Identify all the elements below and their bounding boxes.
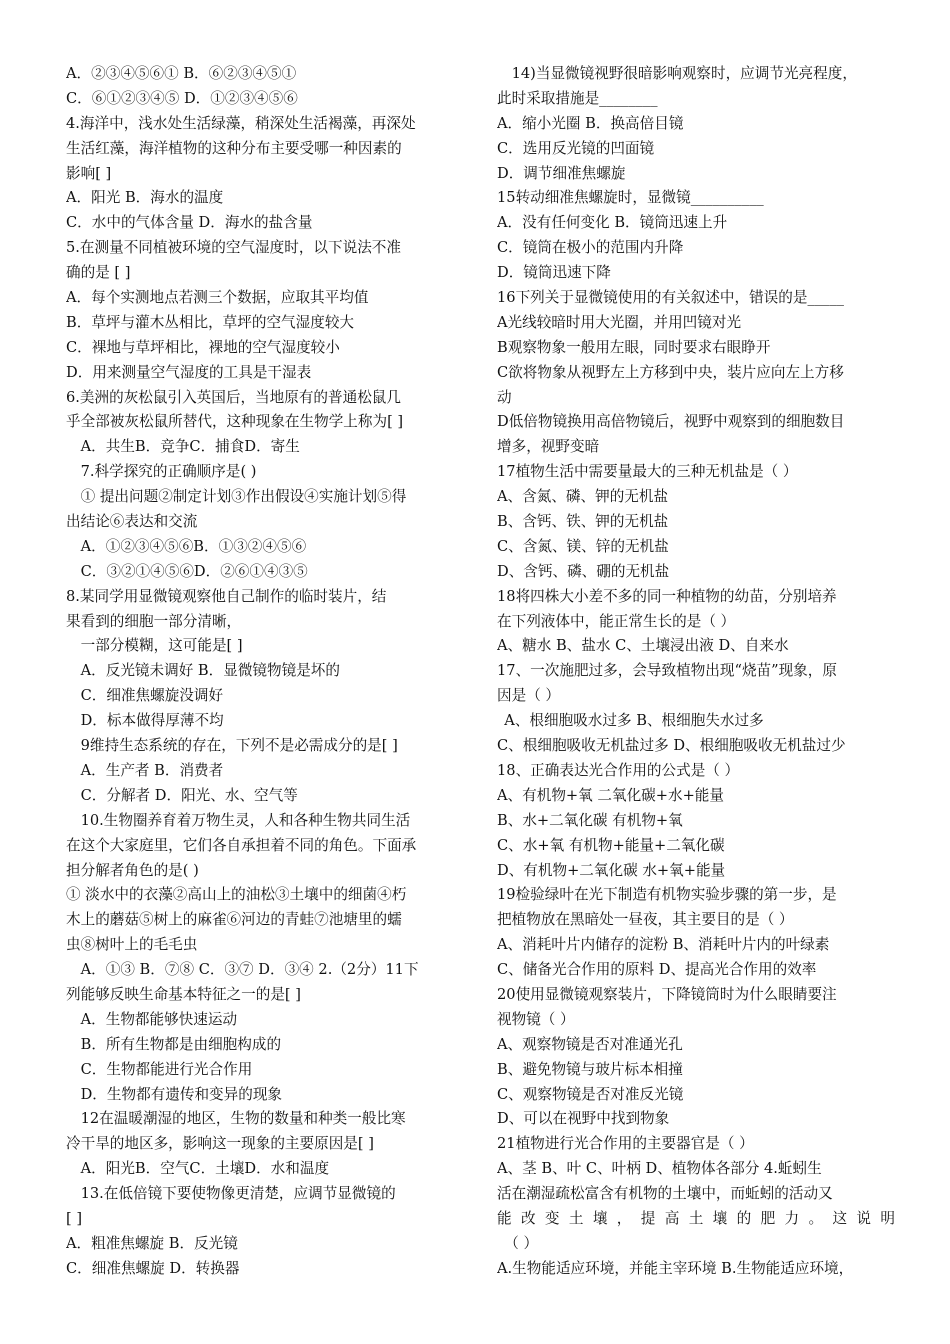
col-right-text-line: 16下列关于显微镜使用的有关叙述中，错误的是_____ bbox=[497, 289, 844, 307]
col-left-text-line: 影响[ ] bbox=[66, 164, 112, 182]
col-left-text-line: 出结论⑥表达和交流 bbox=[66, 513, 198, 531]
col-left-text-line: A．②③④⑤⑥① B．⑥②③④⑤① bbox=[66, 65, 297, 82]
col-right-text-line: A、茎 B、叶 C、叶柄 D、植物体各部分 4.蚯蚓生 bbox=[497, 1160, 822, 1178]
col-left-text-line: 10.生物圈养育着万物生灵，人和各种生物共同生活 bbox=[80, 811, 411, 829]
col-left-text-line: 4.海洋中，浅水处生活绿藻，稍深处生活褐藻，再深处 bbox=[66, 114, 416, 132]
col-left-text-line: A．共生B．竞争C．捕食D．寄生 bbox=[80, 438, 300, 456]
col-left-text-line: A．阳光 B．海水的温度 bbox=[66, 189, 224, 207]
col-left-text-line: 列能够反映生命基本特征之一的是[ ] bbox=[66, 985, 301, 1003]
col-right-text-line: B观察物象一般用左眼，同时要求右眼睁开 bbox=[497, 338, 771, 356]
col-right-text-line: A．没有任何变化 B．镜筒迅速上升 bbox=[497, 214, 728, 232]
col-right-text-line: 15转动细准焦螺旋时，显微镜__________ bbox=[497, 189, 764, 207]
col-right-text-line: 14)当显微镜视野很暗影响观察时，应调节光亮程度， bbox=[511, 65, 857, 82]
col-right-text-line: 因是（ ） bbox=[497, 687, 561, 705]
col-right-text-line: 增多，视野变暗 bbox=[497, 438, 600, 456]
col-right-text-line: 活在潮湿疏松富含有机物的土壤中，而蚯蚓的活动又 bbox=[497, 1185, 833, 1203]
col-left-text-line: 冷干旱的地区多，影响这一现象的主要原因是[ ] bbox=[66, 1135, 374, 1153]
col-left-text-line: 生活红藻，海洋植物的这种分布主要受哪一种因素的 bbox=[66, 139, 402, 157]
col-right-text-line: C、根细胞吸收无机盐过多 D、根细胞吸收无机盐过少 bbox=[497, 737, 846, 755]
col-left-text-line: A．生物都能够快速运动 bbox=[80, 1010, 238, 1028]
col-left-text-line: 木上的蘑菇⑤树上的麻雀⑥河边的青蛙⑦池塘里的蠕 bbox=[66, 911, 402, 929]
col-right-text-line: C、水+氧 有机物+能量+二氧化碳 bbox=[497, 836, 725, 854]
col-left-text-line: ① 淡水中的衣藻②高山上的油松③土壤中的细菌④朽 bbox=[66, 886, 407, 904]
col-left-text-line: D．用来测量空气湿度的工具是干湿表 bbox=[66, 363, 312, 381]
col-left-text-line: A．①③ B．⑦⑧ C．③⑦ D．③④ 2.（2分）11下 bbox=[80, 961, 419, 979]
col-left-text-line: 5.在测量不同植被环境的空气湿度时，以下说法不准 bbox=[66, 239, 401, 257]
col-left-text-line: A．生产者 B．消费者 bbox=[80, 761, 224, 779]
left-column bbox=[66, 62, 464, 1282]
col-left-text-line: C．分解者 D．阳光、水、空气等 bbox=[80, 786, 298, 804]
col-right-text-line: D、有机物+二氧化碳 水+氧+能量 bbox=[497, 861, 726, 879]
col-right-text-line: C、观察物镜是否对准反光镜 bbox=[497, 1085, 684, 1103]
col-right-text-line: C．选用反光镜的凹面镜 bbox=[497, 139, 655, 157]
col-right-text-line: 能 改 变 土 壤 ， 提 高 土 壤 的 肥 力 。 这 说 明 bbox=[497, 1209, 895, 1227]
col-right-text-line: 把植物放在黑暗处一昼夜，其主要目的是（ ） bbox=[497, 911, 794, 929]
col-left-text-line: 9维持生态系统的存在，下列不是必需成分的是[ ] bbox=[80, 737, 398, 755]
col-right-text-line: B、避免物镜与玻片标本相撞 bbox=[497, 1060, 683, 1078]
col-right-text-line: 动 bbox=[497, 388, 512, 406]
col-left-text-line: C．③②①④⑤⑥D．②⑥①④③⑤ bbox=[80, 562, 308, 580]
col-right-text-line: A、糖水 B、盐水 C、土壤浸出液 D、自来水 bbox=[497, 637, 789, 655]
col-right-text-line: A光线较暗时用大光圈，并用凹镜对光 bbox=[497, 313, 742, 331]
col-left-text-line: 12在温暖潮湿的地区，生物的数量和种类一般比寒 bbox=[80, 1110, 406, 1128]
col-left-text-line: 担分解者角色的是( ) bbox=[66, 861, 199, 879]
col-left-text-line: 在这个大家庭里，它们各自承担着不同的角色。下面承 bbox=[66, 836, 417, 854]
col-left-text-line: D．生物都有遗传和变异的现象 bbox=[80, 1085, 283, 1103]
col-right-text-line: C、含氮、镁、锌的无机盐 bbox=[497, 537, 669, 555]
col-left-text-line: 8.某同学用显微镜观察他自己制作的临时装片，结 bbox=[66, 587, 387, 605]
col-left-text-line: C．细准焦螺旋没调好 bbox=[80, 687, 224, 705]
col-left-text-line: 一部分模糊，这可能是[ ] bbox=[80, 637, 243, 655]
col-right-text-line: B、含钙、铁、钾的无机盐 bbox=[497, 513, 669, 531]
col-right-text-line: 此时采取措施是________ bbox=[497, 89, 658, 107]
col-left-text-line: 果看到的细胞一部分清晰， bbox=[66, 612, 242, 630]
col-right-text-line: B、水+二氧化碳 有机物+氧 bbox=[497, 811, 683, 829]
col-left-text-line: C．生物都能进行光合作用 bbox=[80, 1060, 253, 1078]
col-right-text-line: 18将四株大小差不多的同一种植物的幼苗，分别培养 bbox=[497, 587, 837, 605]
col-right-text-line: 18、正确表达光合作用的公式是（ ） bbox=[497, 761, 740, 779]
col-left-text-line: C．水中的气体含量 D．海水的盐含量 bbox=[66, 214, 313, 232]
col-left-text-line: C．裸地与草坪相比，裸地的空气湿度较小 bbox=[66, 338, 340, 356]
col-right-text-line: D．镜筒迅速下降 bbox=[497, 264, 611, 282]
col-right-text-line: D．调节细准焦螺旋 bbox=[497, 164, 626, 182]
col-right-text-line: C欲将物象从视野左上方移到中央，装片应向左上方移 bbox=[497, 363, 844, 381]
col-right-text-line: A．缩小光圈 B．换高倍目镜 bbox=[497, 114, 684, 132]
col-right-text-line: 在下列液体中，能正常生长的是（ ） bbox=[497, 612, 736, 630]
col-left-text-line: B．草坪与灌木丛相比，草坪的空气湿度较大 bbox=[66, 313, 355, 331]
col-right-text-line: D、含钙、磷、硼的无机盐 bbox=[497, 562, 670, 580]
col-right-text-line: 视物镜（ ） bbox=[497, 1010, 575, 1028]
col-right-text-line: D、可以在视野中找到物象 bbox=[497, 1110, 670, 1128]
col-right-text-line: 20使用显微镜观察装片，下降镜筒时为什么眼睛要注 bbox=[497, 985, 837, 1003]
col-right-text-line: A、根细胞吸水过多 B、根细胞失水过多 bbox=[504, 712, 764, 730]
col-right-text-line: A、观察物镜是否对准通光孔 bbox=[497, 1035, 683, 1053]
col-right-text-line: C、储备光合作用的原料 D、提高光合作用的效率 bbox=[497, 961, 817, 979]
col-right-text-line: 17植物生活中需要量最大的三种无机盐是（ ） bbox=[497, 463, 798, 481]
col-right-text-line: 19检验绿叶在光下制造有机物实验步骤的第一步，是 bbox=[497, 886, 837, 904]
col-left-text-line: C．细准焦螺旋 D．转换器 bbox=[66, 1259, 240, 1277]
col-left-text-line: C．⑥①②③④⑤ D．①②③④⑤⑥ bbox=[66, 89, 298, 107]
col-left-text-line: 乎全部被灰松鼠所替代，这种现象在生物学上称为[ ] bbox=[66, 413, 404, 431]
col-left-text-line: 13.在低倍镜下要使物像更清楚，应调节显微镜的 bbox=[80, 1185, 396, 1203]
col-left-text-line: 6.美洲的灰松鼠引入英国后，当地原有的普通松鼠几 bbox=[66, 388, 401, 406]
col-left-text-line: A．粗准焦螺旋 B．反光镜 bbox=[66, 1234, 238, 1252]
col-left-text-line: D．标本做得厚薄不均 bbox=[80, 712, 224, 730]
right-column bbox=[497, 62, 895, 1282]
col-left-text-line: B．所有生物都是由细胞构成的 bbox=[80, 1035, 282, 1053]
col-right-text-line: （ ） bbox=[504, 1234, 539, 1252]
col-left-text-line: ① 提出问题②制定计划③作出假设④实施计划⑤得 bbox=[80, 488, 407, 506]
col-left-text-line: A．反光镜未调好 B．显微镜物镜是坏的 bbox=[80, 662, 340, 680]
col-right-text-line: A.生物能适应环境，并能主宰环境 B.生物能适应环境， bbox=[497, 1259, 854, 1277]
col-left-text-line: A．每个实测地点若测三个数据，应取其平均值 bbox=[66, 289, 369, 307]
col-right-text-line: D低倍物镜换用高倍物镜后，视野中观察到的细胞数目 bbox=[497, 413, 845, 431]
col-right-text-line: 17、一次施肥过多，会导致植物出现“烧苗”现象，原 bbox=[497, 662, 837, 680]
col-right-text-line: A、含氮、磷、钾的无机盐 bbox=[497, 488, 669, 506]
col-right-text-line: C．镜筒在极小的范围内升降 bbox=[497, 239, 684, 257]
col-left-text-line: A．①②③④⑤⑥B．①③②④⑤⑥ bbox=[80, 537, 307, 555]
col-right-text-line: 21植物进行光合作用的主要器官是（ ） bbox=[497, 1135, 754, 1153]
col-left-text-line: 7.科学探究的正确顺序是( ) bbox=[80, 463, 257, 481]
col-right-text-line: A、消耗叶片内储存的淀粉 B、消耗叶片内的叶绿素 bbox=[497, 936, 830, 954]
col-left-text-line: 虫⑧树叶上的毛毛虫 bbox=[66, 936, 198, 954]
col-left-text-line: 确的是 [ ] bbox=[66, 264, 131, 282]
col-left-text-line: A．阳光B．空气C．土壤D．水和温度 bbox=[80, 1160, 330, 1178]
col-left-text-line: [ ] bbox=[66, 1209, 83, 1227]
col-right-text-line: A、有机物+氧 二氧化碳+水+能量 bbox=[497, 786, 724, 804]
